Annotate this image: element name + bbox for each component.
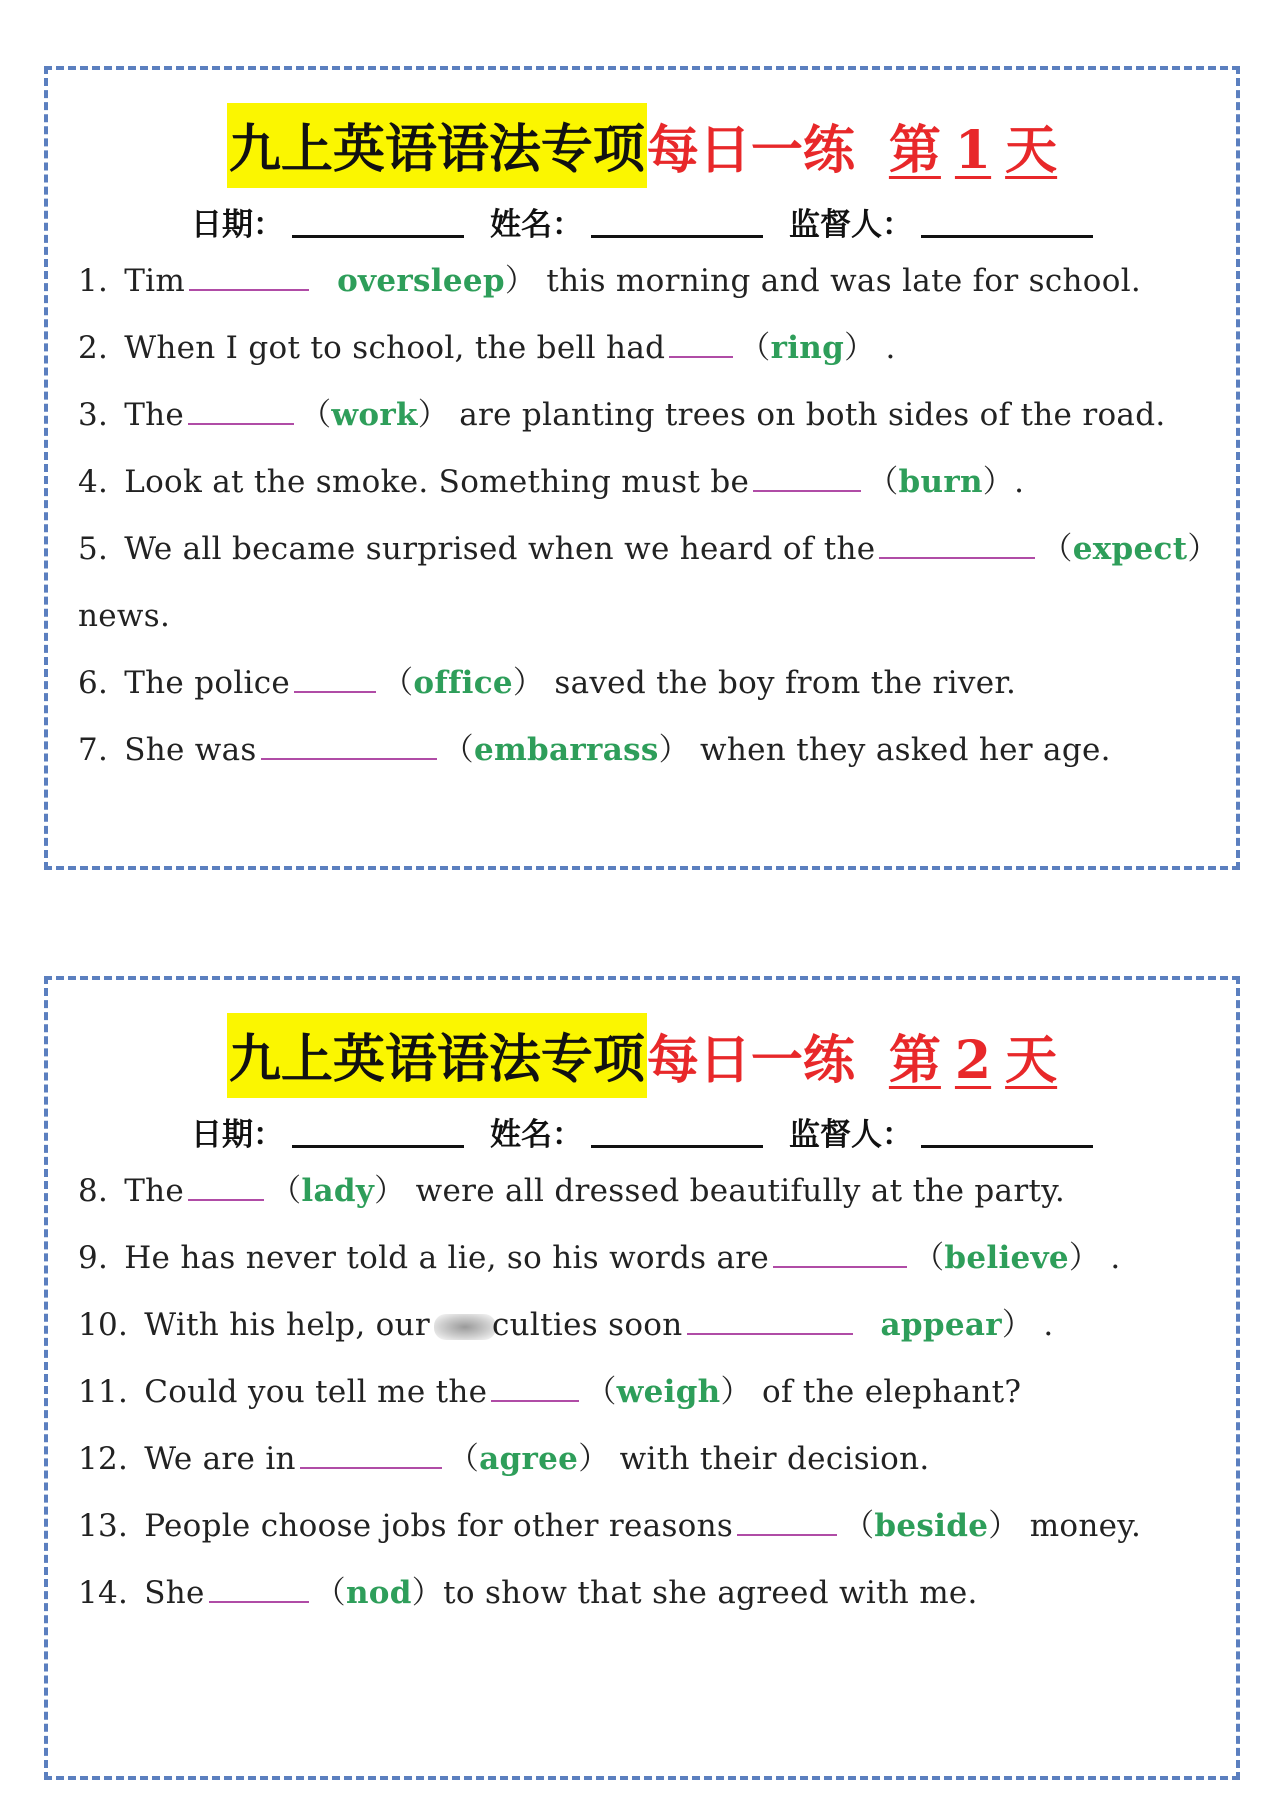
question-item	[78, 1292, 1216, 1359]
question-text-before: We are in	[144, 1441, 296, 1477]
smudge-mark	[434, 1314, 496, 1340]
question-number: 11.	[78, 1374, 129, 1410]
hint-open-paren: （	[447, 1441, 480, 1477]
word-hint: oversleep	[337, 263, 505, 299]
hint-open-paren: （	[1041, 531, 1073, 567]
hint-open-paren: （	[843, 1508, 875, 1544]
answer-blank[interactable]	[189, 288, 309, 291]
question-text-before: Could you tell me the	[144, 1374, 488, 1410]
question-text-before: The	[124, 1173, 185, 1209]
date-label: 日期：	[191, 1117, 284, 1153]
question-text-before: Tim	[124, 263, 186, 299]
question-text-before: She was	[124, 732, 257, 768]
question-item	[78, 1225, 1216, 1292]
date-label: 日期：	[191, 207, 284, 243]
word-hint: office	[413, 665, 513, 701]
answer-blank[interactable]	[753, 489, 861, 492]
question-text-after: ） with their decision.	[578, 1441, 930, 1477]
question-number: 12.	[78, 1441, 129, 1477]
title-daily-practice: 每日一练	[646, 120, 855, 181]
question-number: 4.	[78, 464, 109, 500]
question-item	[78, 583, 1216, 650]
worksheet-card-day-2	[44, 976, 1240, 1780]
question-number: 8.	[78, 1173, 109, 1209]
word-hint: nod	[345, 1575, 412, 1611]
question-item	[78, 1359, 1216, 1426]
question-item	[78, 382, 1216, 449]
date-blank[interactable]	[292, 235, 464, 238]
question-text-after: ） money.	[988, 1508, 1142, 1544]
question-text-before: The	[124, 397, 185, 433]
hint-open-paren: （	[585, 1374, 617, 1410]
question-text-before: With his help, our	[144, 1307, 430, 1343]
supervisor-blank[interactable]	[921, 235, 1093, 238]
question-text-after: ） .	[844, 330, 896, 366]
supervisor-label: 监督人：	[789, 1117, 913, 1153]
question-item	[78, 650, 1216, 717]
question-text-before: She	[144, 1575, 205, 1611]
question-item	[78, 315, 1216, 382]
question-item	[78, 1560, 1216, 1627]
name-blank[interactable]	[591, 235, 763, 238]
question-text-before: news.	[78, 598, 171, 634]
question-number: 2.	[78, 330, 109, 366]
question-number: 1.	[78, 263, 109, 299]
question-text-after: ）to show that she agreed with me.	[411, 1575, 978, 1611]
worksheet-card-day-1	[44, 66, 1240, 870]
question-item	[78, 1493, 1216, 1560]
answer-blank[interactable]	[209, 1600, 309, 1603]
question-text-after: ） this morning and was late for school.	[504, 263, 1142, 299]
question-text-after: ） .	[1068, 1240, 1121, 1276]
answer-blank[interactable]	[737, 1533, 837, 1536]
hint-open-paren: （	[300, 397, 332, 433]
question-text-before: The police	[124, 665, 291, 701]
question-text-after: ） are planting trees on both sides of the road.	[417, 397, 1166, 433]
question-number: 5.	[78, 531, 109, 567]
name-label: 姓名：	[490, 1117, 583, 1153]
question-text-after: ） when they asked her age.	[658, 732, 1111, 768]
title-highlight: 九上英语语法专项	[227, 1013, 647, 1098]
answer-blank[interactable]	[294, 690, 376, 693]
question-text-before: Look at the smoke. Something must be	[124, 464, 750, 500]
answer-blank[interactable]	[669, 355, 733, 358]
hint-open-paren: （	[442, 732, 474, 768]
word-hint: beside	[874, 1508, 989, 1544]
supervisor-blank[interactable]	[921, 1145, 1093, 1148]
name-field	[490, 199, 763, 244]
date-field	[191, 199, 464, 244]
hint-open-paren: （	[382, 665, 414, 701]
question-text-before: People choose jobs for other reasons	[144, 1508, 734, 1544]
info-row	[48, 194, 1236, 244]
title-day-label: 第 1 天	[888, 119, 1058, 181]
answer-blank[interactable]	[773, 1265, 907, 1268]
question-text-after: ）.	[982, 464, 1025, 500]
word-hint: believe	[944, 1240, 1069, 1276]
question-item	[78, 248, 1216, 315]
worksheet-title	[48, 1014, 1236, 1096]
question-text-after: ） saved the boy from the river.	[512, 665, 1017, 701]
word-hint: burn	[898, 464, 983, 500]
question-item	[78, 516, 1219, 583]
word-hint: appear	[880, 1307, 1002, 1343]
answer-blank[interactable]	[491, 1399, 579, 1402]
supervisor-field	[789, 199, 1093, 244]
word-hint: work	[331, 397, 418, 433]
hint-open-paren: （	[314, 1575, 346, 1611]
answer-blank[interactable]	[687, 1332, 853, 1335]
question-list	[78, 248, 1219, 784]
word-hint: expect	[1072, 531, 1188, 567]
question-text-after: ）	[1187, 531, 1219, 567]
question-list	[78, 1158, 1216, 1627]
hint-open-paren: （	[739, 330, 771, 366]
hint-open-paren: （	[867, 464, 899, 500]
question-text-after: ） .	[1001, 1307, 1054, 1343]
date-blank[interactable]	[292, 1145, 464, 1148]
question-text-before-cont: culties soon	[491, 1307, 683, 1343]
question-number: 7.	[78, 732, 109, 768]
title-daily-practice: 每日一练	[646, 1030, 855, 1091]
info-row	[48, 1104, 1236, 1154]
question-number: 3.	[78, 397, 109, 433]
question-item	[78, 717, 1216, 784]
name-field	[490, 1109, 763, 1154]
question-text-before: When I got to school, the bell had	[124, 330, 666, 366]
answer-blank[interactable]	[300, 1466, 442, 1469]
question-number: 10.	[78, 1307, 129, 1343]
supervisor-label: 监督人：	[789, 207, 913, 243]
question-text-before: He has never told a lie, so his words are	[124, 1240, 770, 1276]
answer-blank[interactable]	[188, 1198, 264, 1201]
title-highlight: 九上英语语法专项	[227, 103, 647, 188]
name-label: 姓名：	[490, 207, 583, 243]
name-blank[interactable]	[591, 1145, 763, 1148]
question-item	[78, 449, 1216, 516]
answer-blank[interactable]	[261, 757, 437, 760]
question-text-after: ） were all dressed beautifully at the party.	[374, 1173, 1066, 1209]
hint-open-paren: （	[913, 1240, 945, 1276]
hint-open-paren: （	[270, 1173, 302, 1209]
question-text-before: We all became surprised when we heard of the	[124, 531, 876, 567]
question-number: 6.	[78, 665, 109, 701]
question-item	[78, 1158, 1216, 1225]
answer-blank[interactable]	[879, 556, 1035, 559]
question-number: 14.	[78, 1575, 129, 1611]
word-hint: agree	[479, 1441, 579, 1477]
question-number: 13.	[78, 1508, 129, 1544]
supervisor-field	[789, 1109, 1093, 1154]
title-day-label: 第 2 天	[888, 1029, 1058, 1091]
worksheet-title	[48, 104, 1236, 186]
answer-blank[interactable]	[188, 422, 294, 425]
question-item	[78, 1426, 1216, 1493]
word-hint: embarrass	[473, 732, 659, 768]
question-text-after: ） of the elephant?	[720, 1374, 1022, 1410]
date-field	[191, 1109, 464, 1154]
day-number: 2	[954, 1029, 992, 1091]
day-number: 1	[954, 119, 992, 181]
question-number: 9.	[78, 1240, 109, 1276]
word-hint: lady	[301, 1173, 375, 1209]
word-hint: weigh	[616, 1374, 721, 1410]
word-hint: ring	[770, 330, 845, 366]
